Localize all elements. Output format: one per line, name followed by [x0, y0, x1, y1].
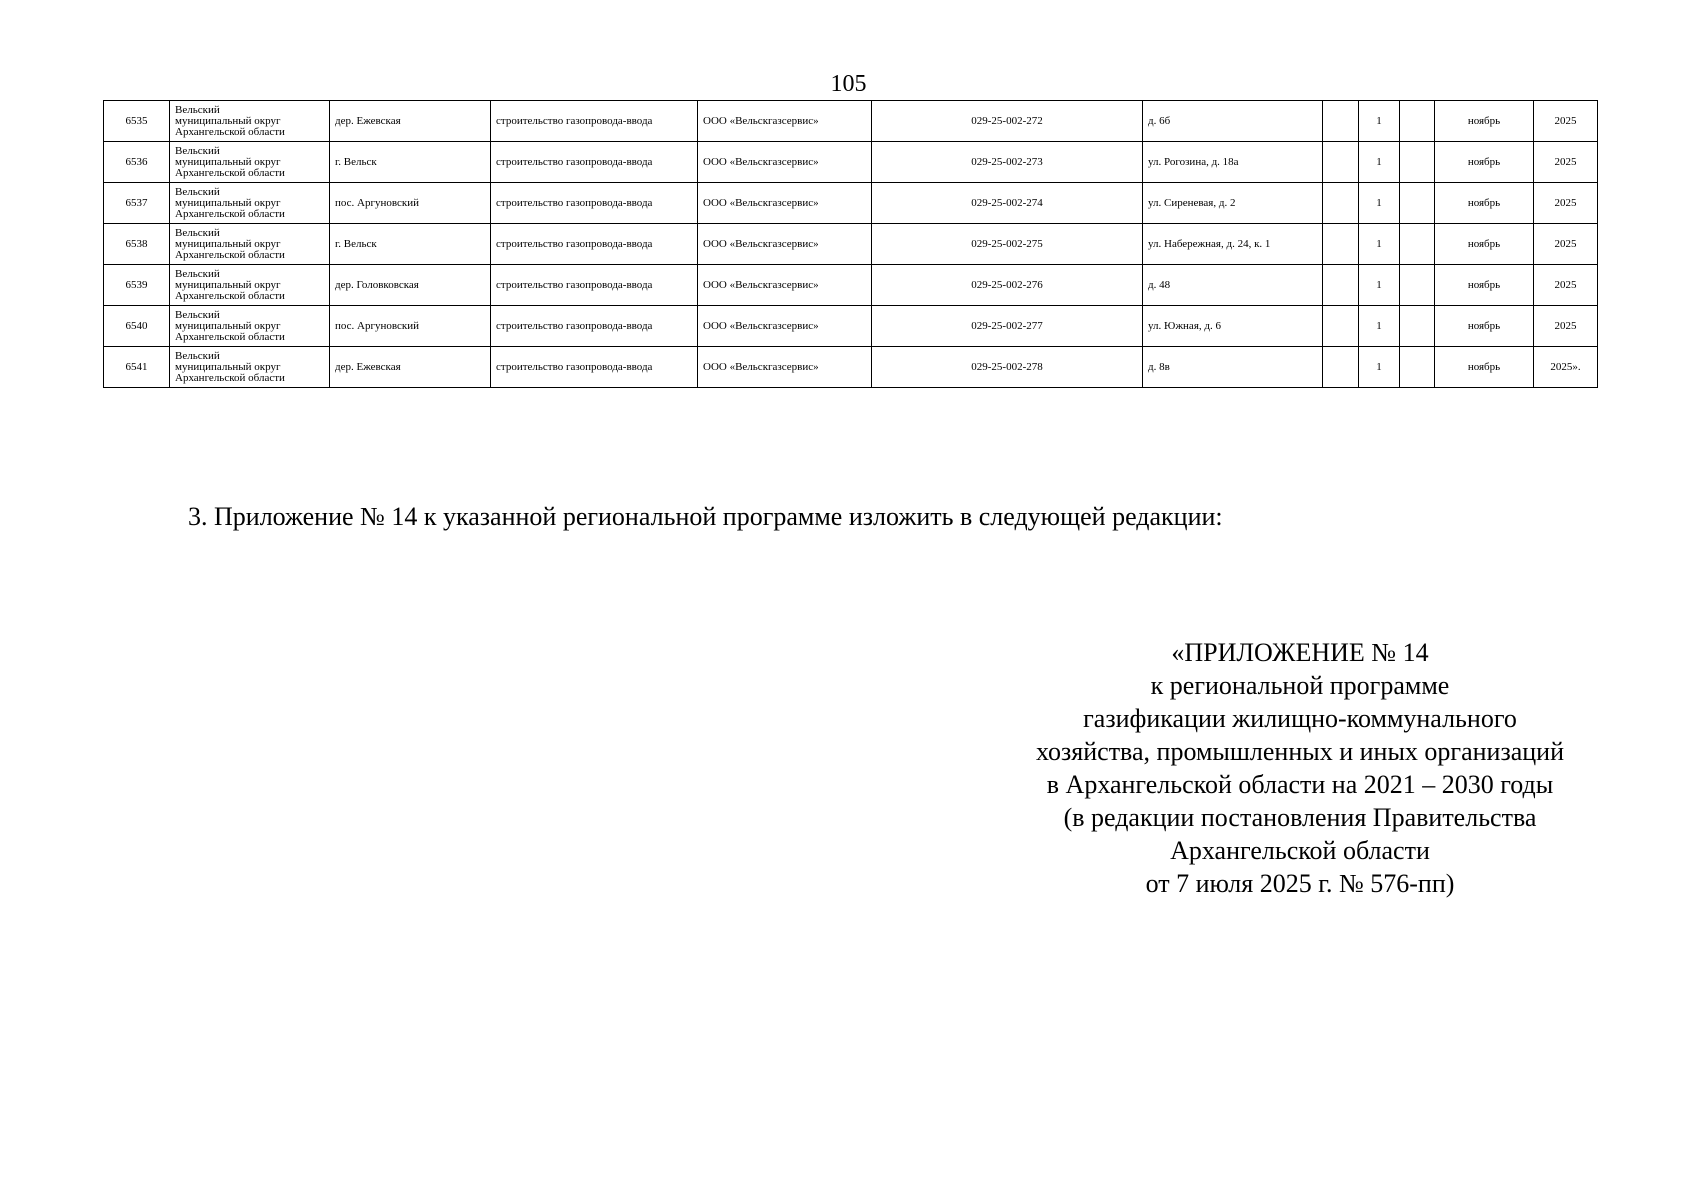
- district-cell: [170, 265, 330, 306]
- empty-cell: [1400, 101, 1435, 142]
- object-code-cell: 029-25-002-278: [872, 347, 1143, 388]
- district-cell: [170, 183, 330, 224]
- locality-cell: дер. Ежевская: [330, 101, 491, 142]
- row-number: 6538: [104, 224, 170, 265]
- district-line: муниципальный округ: [175, 155, 281, 168]
- address-cell: ул. Рогозина, д. 18а: [1143, 142, 1323, 183]
- district-line: Вельский: [175, 185, 220, 198]
- object-code-cell: 029-25-002-273: [872, 142, 1143, 183]
- district-cell: [170, 306, 330, 347]
- district-line: Вельский: [175, 144, 220, 157]
- organization-cell: ООО «Вельскгазсервис»: [698, 224, 872, 265]
- row-number: 6541: [104, 347, 170, 388]
- locality-cell: пос. Аргуновский: [330, 306, 491, 347]
- address-cell: д. 48: [1143, 265, 1323, 306]
- year-cell: 2025».: [1534, 347, 1598, 388]
- year-cell: 2025: [1534, 265, 1598, 306]
- count-cell: 1: [1359, 306, 1400, 347]
- empty-cell: [1323, 265, 1359, 306]
- empty-cell: [1323, 347, 1359, 388]
- object-code-cell: 029-25-002-275: [872, 224, 1143, 265]
- locality-cell: дер. Ежевская: [330, 347, 491, 388]
- district-line: Архангельской области: [175, 289, 285, 302]
- empty-cell: [1400, 142, 1435, 183]
- year-cell: 2025: [1534, 142, 1598, 183]
- empty-cell: [1323, 183, 1359, 224]
- appendix-line: «ПРИЛОЖЕНИЕ № 14: [1171, 638, 1429, 667]
- month-cell: ноябрь: [1435, 183, 1534, 224]
- locality-cell: пос. Аргуновский: [330, 183, 491, 224]
- empty-cell: [1400, 183, 1435, 224]
- object-code-cell: 029-25-002-277: [872, 306, 1143, 347]
- organization-cell: ООО «Вельскгазсервис»: [698, 142, 872, 183]
- row-number: 6537: [104, 183, 170, 224]
- row-number: 6536: [104, 142, 170, 183]
- locality-cell: дер. Головковская: [330, 265, 491, 306]
- organization-cell: ООО «Вельскгазсервис»: [698, 306, 872, 347]
- district-line: Архангельской области: [175, 330, 285, 343]
- district-line: Архангельской области: [175, 248, 285, 261]
- table-body: [104, 101, 1598, 388]
- month-cell: ноябрь: [1435, 306, 1534, 347]
- appendix-line: от 7 июля 2025 г. № 576-пп): [1145, 869, 1455, 898]
- appendix-line: газификации жилищно-коммунального: [1083, 704, 1517, 733]
- organization-cell: ООО «Вельскгазсервис»: [698, 347, 872, 388]
- table-row: [104, 101, 1598, 142]
- appendix-line: к региональной программе: [1150, 671, 1450, 700]
- empty-cell: [1323, 101, 1359, 142]
- address-cell: д. 8в: [1143, 347, 1323, 388]
- district-line: муниципальный округ: [175, 319, 281, 332]
- district-line: Вельский: [175, 103, 220, 116]
- district-line: муниципальный округ: [175, 278, 281, 291]
- year-cell: 2025: [1534, 183, 1598, 224]
- appendix-line: в Архангельской области на 2021 – 2030 годы: [1046, 770, 1554, 799]
- organization-cell: ООО «Вельскгазсервис»: [698, 183, 872, 224]
- row-number: 6539: [104, 265, 170, 306]
- count-cell: 1: [1359, 101, 1400, 142]
- district-line: муниципальный округ: [175, 237, 281, 250]
- appendix-header: [990, 636, 1610, 900]
- month-cell: ноябрь: [1435, 142, 1534, 183]
- work-type-cell: строительство газопровода-ввода: [491, 183, 698, 224]
- empty-cell: [1400, 306, 1435, 347]
- work-type-cell: строительство газопровода-ввода: [491, 224, 698, 265]
- row-number: 6540: [104, 306, 170, 347]
- empty-cell: [1323, 224, 1359, 265]
- records-table: [103, 100, 1598, 388]
- empty-cell: [1323, 142, 1359, 183]
- table-row: [104, 347, 1598, 388]
- work-type-cell: строительство газопровода-ввода: [491, 347, 698, 388]
- locality-cell: г. Вельск: [330, 142, 491, 183]
- work-type-cell: строительство газопровода-ввода: [491, 142, 698, 183]
- district-cell: [170, 347, 330, 388]
- count-cell: 1: [1359, 224, 1400, 265]
- year-cell: 2025: [1534, 224, 1598, 265]
- month-cell: ноябрь: [1435, 224, 1534, 265]
- object-code-cell: 029-25-002-272: [872, 101, 1143, 142]
- object-code-cell: 029-25-002-276: [872, 265, 1143, 306]
- instruction-text: 3. Приложение № 14 к указанной региональной программе изложить в следующей редакции:: [188, 502, 1223, 531]
- work-type-cell: строительство газопровода-ввода: [491, 101, 698, 142]
- address-cell: ул. Набережная, д. 24, к. 1: [1143, 224, 1323, 265]
- address-cell: ул. Южная, д. 6: [1143, 306, 1323, 347]
- empty-cell: [1323, 306, 1359, 347]
- district-line: Вельский: [175, 267, 220, 280]
- appendix-line: Архангельской области: [1170, 836, 1430, 865]
- work-type-cell: строительство газопровода-ввода: [491, 306, 698, 347]
- appendix-line: (в редакции постановления Правительства: [1063, 803, 1537, 832]
- empty-cell: [1400, 265, 1435, 306]
- table-row: [104, 224, 1598, 265]
- district-cell: [170, 101, 330, 142]
- work-type-cell: строительство газопровода-ввода: [491, 265, 698, 306]
- table-row: [104, 265, 1598, 306]
- district-line: Вельский: [175, 349, 220, 362]
- table-row: [104, 183, 1598, 224]
- district-line: Архангельской области: [175, 207, 285, 220]
- organization-cell: ООО «Вельскгазсервис»: [698, 265, 872, 306]
- count-cell: 1: [1359, 265, 1400, 306]
- district-cell: [170, 142, 330, 183]
- district-line: муниципальный округ: [175, 196, 281, 209]
- locality-cell: г. Вельск: [330, 224, 491, 265]
- organization-cell: ООО «Вельскгазсервис»: [698, 101, 872, 142]
- district-line: Вельский: [175, 226, 220, 239]
- district-line: Архангельской области: [175, 125, 285, 138]
- page-number: 105: [830, 71, 867, 97]
- district-line: Вельский: [175, 308, 220, 321]
- empty-cell: [1400, 347, 1435, 388]
- year-cell: 2025: [1534, 101, 1598, 142]
- month-cell: ноябрь: [1435, 265, 1534, 306]
- count-cell: 1: [1359, 183, 1400, 224]
- row-number: 6535: [104, 101, 170, 142]
- district-cell: [170, 224, 330, 265]
- district-line: муниципальный округ: [175, 360, 281, 373]
- month-cell: ноябрь: [1435, 101, 1534, 142]
- district-line: Архангельской области: [175, 371, 285, 384]
- year-cell: 2025: [1534, 306, 1598, 347]
- district-line: Архангельской области: [175, 166, 285, 179]
- object-code-cell: 029-25-002-274: [872, 183, 1143, 224]
- address-cell: д. 6б: [1143, 101, 1323, 142]
- district-line: муниципальный округ: [175, 114, 281, 127]
- table-row: [104, 142, 1598, 183]
- appendix-line: хозяйства, промышленных и иных организаций: [1036, 737, 1564, 766]
- empty-cell: [1400, 224, 1435, 265]
- count-cell: 1: [1359, 142, 1400, 183]
- address-cell: ул. Сиреневая, д. 2: [1143, 183, 1323, 224]
- count-cell: 1: [1359, 347, 1400, 388]
- table-row: [104, 306, 1598, 347]
- month-cell: ноябрь: [1435, 347, 1534, 388]
